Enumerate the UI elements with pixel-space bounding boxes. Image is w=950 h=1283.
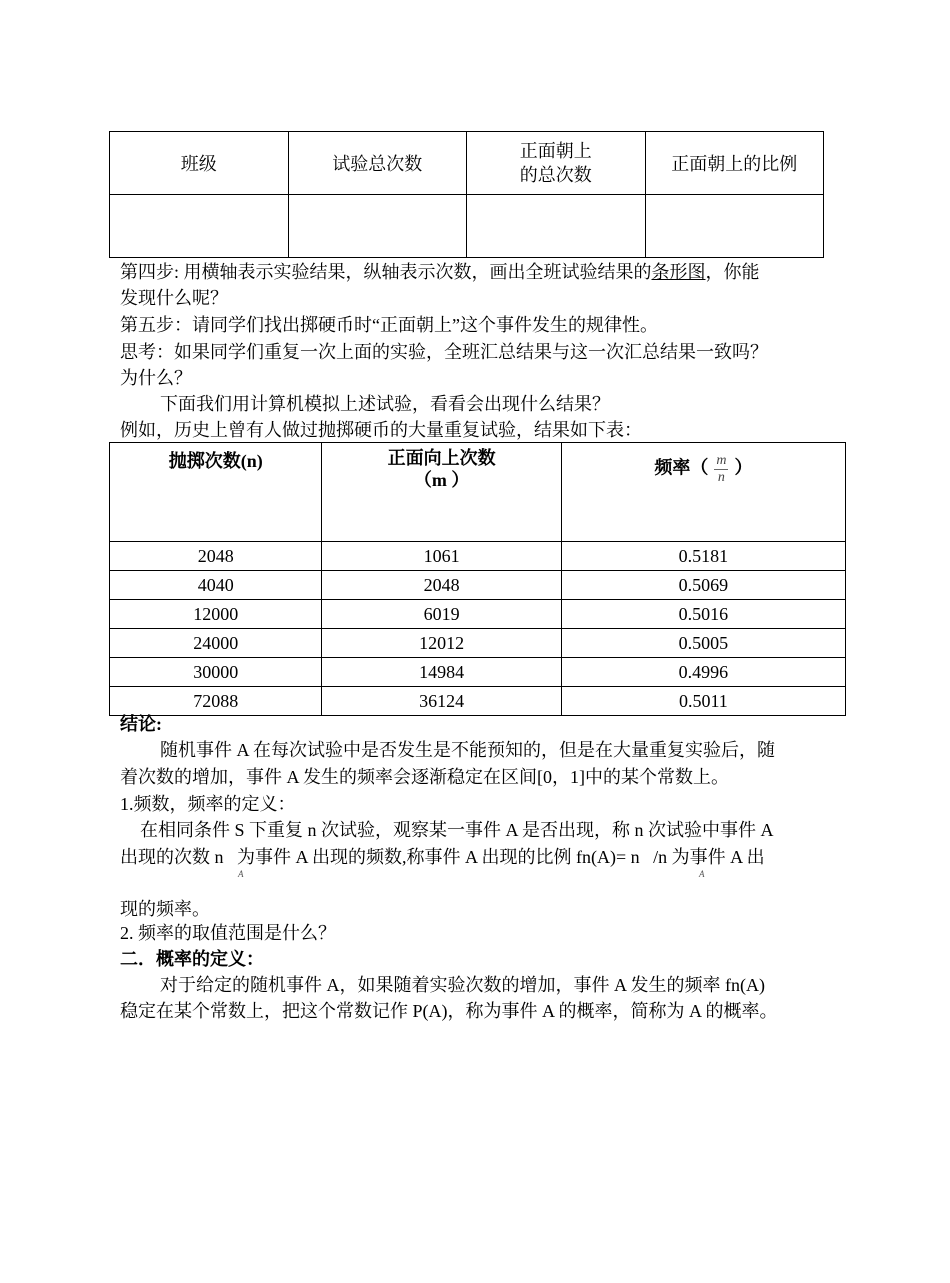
table-header-row — [110, 443, 846, 542]
cell-frequency: 0.4996 — [561, 658, 845, 687]
conclusion-title: 结论: — [120, 714, 162, 734]
subscript-a-2: A — [699, 869, 705, 879]
fraction-m-over-n — [714, 453, 728, 486]
simulate-paragraph: 下面我们用计算机模拟上述试验，看看会出现什么结果？ — [160, 394, 610, 414]
definition-line2-part2: 为事件 A 出现的频数,称事件 A 出现的比例 fn(A)= n — [237, 847, 640, 867]
table-cell — [110, 195, 289, 258]
definition-line2-part3: /n 为事件 A 出 — [653, 847, 765, 867]
bar-chart-link: 条形图 — [651, 262, 706, 282]
cell-heads: 2048 — [322, 571, 561, 600]
header-frequency-close: ） — [734, 457, 753, 478]
table-cell — [645, 195, 824, 258]
table-row — [110, 600, 846, 629]
step4-text-end: ，你能 — [705, 262, 760, 282]
header-heads-total-line2: 的总次数 — [519, 165, 592, 185]
cell-heads: 14984 — [322, 658, 561, 687]
table-cell — [467, 195, 646, 258]
table-row — [110, 629, 846, 658]
header-class: 班级 — [110, 132, 289, 195]
cell-tosses: 24000 — [110, 629, 322, 658]
cell-frequency: 0.5005 — [561, 629, 845, 658]
cell-frequency: 0.5016 — [561, 600, 845, 629]
class-results-table — [109, 131, 824, 258]
probability-line1: 对于给定的随机事件 A，如果随着实验次数的增加，事件 A 发生的频率 fn(A) — [160, 975, 765, 995]
step4-paragraph — [120, 259, 760, 285]
step4-text: 第四步: 用横轴表示实验结果，纵轴表示次数，画出全班试验结果的 — [120, 262, 652, 282]
conclusion-line1: 随机事件 A 在每次试验中是否发生是不能预知的，但是在大量重复实验后，随 — [160, 740, 776, 760]
cell-frequency: 0.5069 — [561, 571, 845, 600]
table-row — [110, 571, 846, 600]
think-paragraph: 思考：如果同学们重复一次上面的实验，全班汇总结果与这一次汇总结果一致吗？ — [120, 342, 768, 362]
definition-line2-part1: 出现的次数 n — [120, 847, 224, 867]
definition-line1: 在相同条件 S 下重复 n 次试验，观察某一事件 A 是否出现，称 n 次试验中事件 A — [140, 820, 774, 840]
header-heads-count-line1: 正面向上次数 — [387, 448, 496, 468]
cell-tosses: 4040 — [110, 571, 322, 600]
header-frequency — [561, 443, 845, 542]
step4-continuation: 发现什么呢？ — [120, 288, 228, 308]
cell-heads: 36124 — [322, 687, 561, 716]
cell-tosses: 12000 — [110, 600, 322, 629]
table-row — [110, 542, 846, 571]
cell-frequency: 0.5181 — [561, 542, 845, 571]
cell-tosses: 72088 — [110, 687, 322, 716]
definition-line3: 现的频率。 — [120, 899, 210, 919]
table-row — [110, 132, 824, 195]
probability-line2: 稳定在某个常数上，把这个常数记作 P(A)，称为事件 A 的概率，简称为 A 的概率。 — [120, 1001, 778, 1021]
definition-title: 1.频数，频率的定义： — [120, 794, 296, 814]
header-frequency-label: 频率（ — [654, 457, 709, 478]
header-heads-total — [467, 132, 646, 195]
subscript-a: A — [238, 869, 244, 879]
step5-paragraph: 第五步：请同学们找出掷硬币时“正面朝上”这个事件发生的规律性。 — [120, 315, 658, 335]
probability-title: 二．概率的定义： — [120, 949, 264, 969]
cell-heads: 12012 — [322, 629, 561, 658]
conclusion-line2: 着次数的增加，事件 A 发生的频率会逐渐稳定在区间[0，1]中的某个常数上。 — [120, 767, 729, 787]
cell-heads: 1061 — [322, 542, 561, 571]
question-2: 2. 频率的取值范围是什么？ — [120, 923, 336, 943]
definition-line2 — [120, 844, 765, 870]
table-row — [110, 687, 846, 716]
cell-heads: 6019 — [322, 600, 561, 629]
header-heads-total-line1: 正面朝上 — [519, 141, 592, 161]
header-total-trials: 试验总次数 — [288, 132, 467, 195]
coin-toss-table — [109, 442, 846, 716]
fraction-denominator: n — [717, 470, 725, 485]
header-heads-count — [322, 443, 561, 542]
table-row — [110, 195, 824, 258]
header-toss-count: 抛掷次数(n) — [110, 443, 322, 542]
table-row — [110, 658, 846, 687]
cell-tosses: 2048 — [110, 542, 322, 571]
cell-frequency: 0.5011 — [561, 687, 845, 716]
example-paragraph: 例如，历史上曾有人做过抛掷硬币的大量重复试验，结果如下表： — [120, 420, 642, 440]
think-continuation: 为什么？ — [120, 368, 192, 388]
cell-tosses: 30000 — [110, 658, 322, 687]
fraction-numerator: m — [716, 453, 727, 468]
header-heads-ratio: 正面朝上的比例 — [645, 132, 824, 195]
header-heads-count-line2: （m ） — [413, 470, 470, 490]
table-cell — [288, 195, 467, 258]
